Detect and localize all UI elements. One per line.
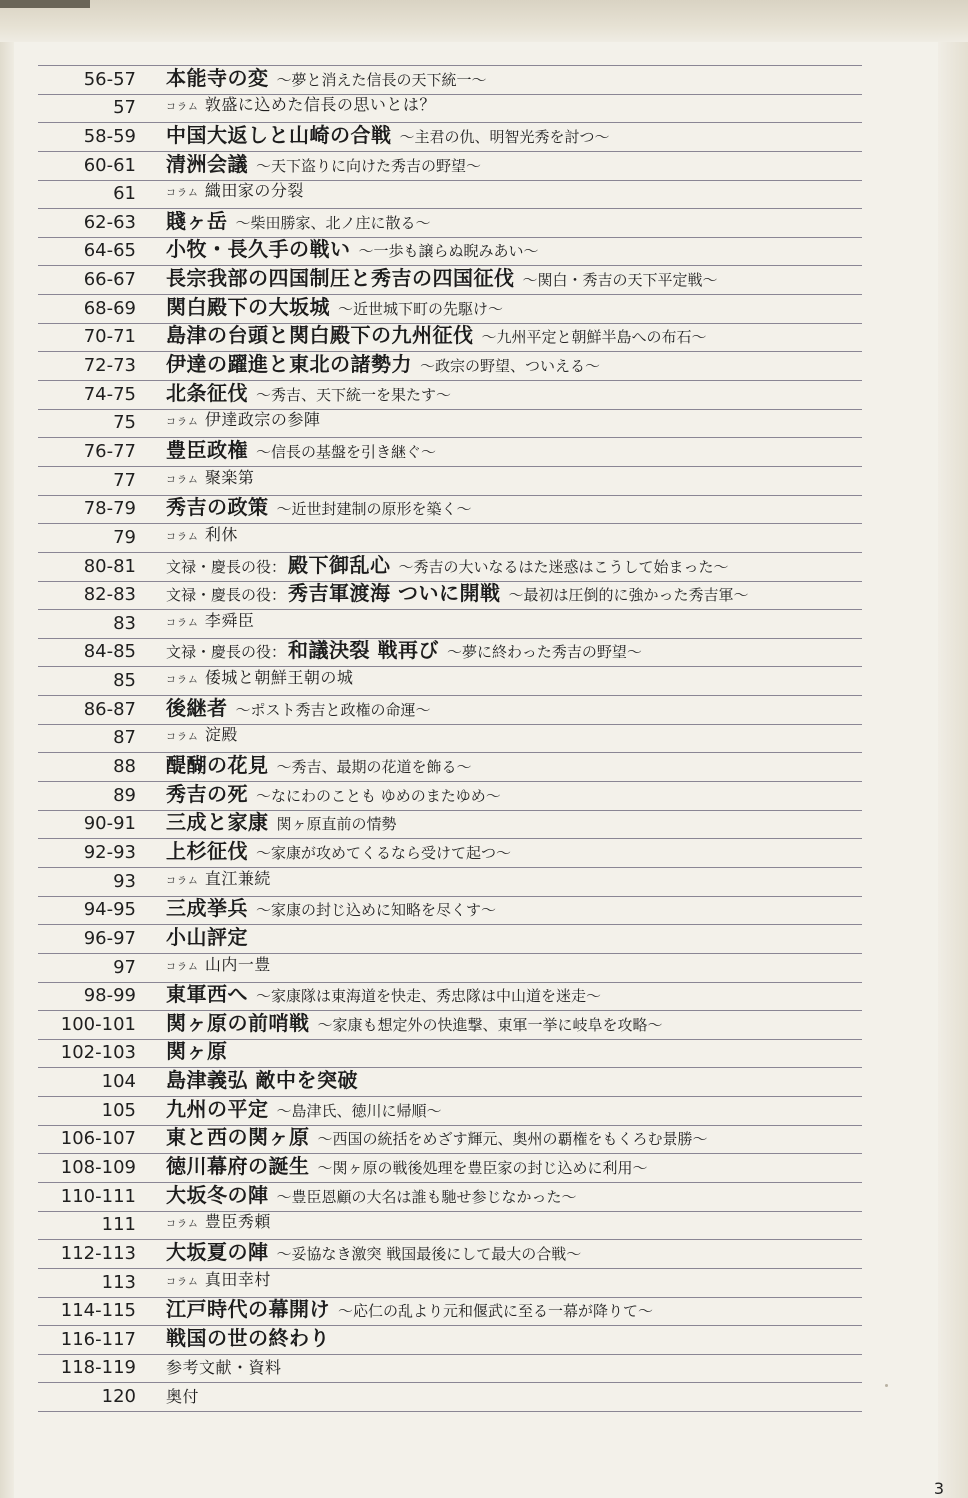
toc-row [38, 238, 862, 267]
page-right-edge [938, 42, 968, 1498]
toc-page-number: 70-71 [83, 326, 136, 348]
toc-title: 伊達の躍進と東北の諸勢力 [166, 352, 412, 377]
toc-row [38, 868, 862, 897]
toc-title: 東軍西へ [166, 982, 248, 1007]
toc-row [38, 181, 862, 210]
toc-title: 北条征伐 [166, 380, 248, 405]
toc-page-number: 85 [113, 670, 136, 692]
toc-title: 山内一豊 [204, 954, 271, 974]
toc-entry [166, 409, 320, 434]
toc-title: 島津の台頭と関白殿下の九州征伐 [166, 323, 474, 348]
toc-subtitle: ～関ヶ原の戦後処理を豊臣家の封じ込めに利用～ [317, 1158, 648, 1177]
toc-subtitle: ～豊臣恩顧の大名は誰も馳せ参じなかった～ [276, 1187, 577, 1206]
toc-row [38, 1040, 862, 1069]
toc-page-number: 106-107 [60, 1128, 136, 1150]
column-tag: コラム [166, 474, 199, 486]
toc-row [38, 152, 862, 181]
toc-title: 島津義弘 敵中を突破 [166, 1068, 358, 1093]
toc-page-number: 74-75 [83, 383, 136, 405]
toc-row [38, 266, 862, 295]
column-tag: コラム [166, 961, 199, 973]
toc-page-number: 97 [113, 956, 136, 978]
toc-row [38, 667, 862, 696]
toc-entry [166, 724, 238, 749]
toc-subtitle: ～一歩も譲らぬ睨みあい～ [358, 242, 539, 261]
toc-entry [166, 467, 254, 492]
toc-title: 三成と家康 [166, 810, 269, 835]
toc-page-number: 68-69 [83, 297, 136, 319]
toc-title: 秀吉軍渡海 ついに開戦 [288, 581, 501, 606]
page-left-edge [0, 42, 14, 1498]
toc-subtitle: ～夢と消えた信長の天下統一～ [276, 70, 487, 89]
toc-entry [166, 610, 254, 635]
toc-page-number: 92-93 [83, 841, 136, 863]
toc-title: 小牧・長久手の戦い [166, 237, 351, 262]
toc-page-number: 61 [113, 183, 136, 205]
toc-subtitle: ～ポスト秀吉と政権の命運～ [235, 700, 431, 719]
toc-subtitle: ～天下盗りに向けた秀吉の野望～ [256, 156, 482, 175]
toc-entry [166, 210, 431, 234]
toc-subtitle: ～信長の基盤を引き継ぐ～ [256, 442, 437, 461]
page-number: 3 [933, 1479, 944, 1498]
toc-title: 関ヶ原の前哨戦 [166, 1010, 310, 1035]
toc-entry [166, 754, 472, 778]
toc-entry [166, 697, 431, 721]
toc-subtitle: ～主君の仇、明智光秀を討つ～ [399, 127, 610, 146]
toc-row [38, 467, 862, 496]
toc-subtitle: ～最初は圧倒的に強かった秀吉軍～ [508, 586, 749, 605]
toc-page-number: 94-95 [83, 899, 136, 921]
toc-subtitle: ～政宗の野望、ついえる～ [420, 357, 601, 376]
toc-entry [166, 554, 729, 578]
toc-title: 秀吉の死 [166, 781, 248, 806]
toc-row [38, 725, 862, 754]
toc-page-number: 88 [113, 756, 136, 778]
toc-entry [166, 124, 610, 148]
toc-entry [166, 667, 353, 692]
toc-subtitle: ～近世城下町の先駆け～ [338, 299, 504, 318]
toc-row [38, 1183, 862, 1212]
column-tag: コラム [166, 1276, 199, 1288]
toc-subtitle: ～関白・秀吉の天下平定戦～ [522, 271, 718, 290]
toc-row [38, 295, 862, 324]
toc-title: 聚楽第 [204, 467, 255, 487]
toc-title: 関白殿下の大坂城 [166, 294, 330, 319]
toc-entry [166, 840, 511, 864]
toc-entry [166, 1327, 330, 1351]
toc-row [38, 1326, 862, 1355]
toc-entry [166, 1298, 653, 1322]
toc-page-number: 110-111 [60, 1185, 136, 1207]
toc-title: 伊達政宗の参陣 [204, 410, 321, 430]
toc-page-number: 82-83 [83, 584, 136, 606]
toc-title: 豊臣秀頼 [204, 1212, 271, 1232]
toc-row [38, 438, 862, 467]
toc-entry [166, 439, 436, 463]
toc-title: 李舜臣 [204, 610, 255, 630]
toc-title: 殿下御乱心 [288, 552, 391, 577]
toc-subtitle: 関ヶ原直前の情勢 [276, 815, 397, 834]
toc-row [38, 610, 862, 639]
toc-row [38, 496, 862, 525]
toc-title: 東と西の関ヶ原 [166, 1125, 310, 1150]
column-tag: コラム [166, 417, 199, 429]
toc-subtitle: ～秀吉の大いなるはた迷惑はこうして始まった～ [398, 557, 729, 576]
toc-page-number: 116-117 [60, 1328, 136, 1350]
toc-title: 醍醐の花見 [166, 753, 269, 778]
toc-entry [166, 180, 304, 205]
toc-entry [166, 1098, 442, 1122]
toc-title: 直江兼続 [204, 868, 271, 888]
toc-page-number: 77 [113, 469, 136, 491]
toc-row [38, 1154, 862, 1183]
toc-entry [166, 238, 539, 262]
toc-page-number: 78-79 [83, 498, 136, 520]
toc-entry [166, 1269, 271, 1294]
toc-title: 小山評定 [166, 924, 248, 949]
toc-entry [166, 1012, 663, 1036]
toc-row [38, 1383, 862, 1412]
toc-title: 秀吉の政策 [166, 495, 269, 520]
toc-title: 長宗我部の四国制圧と秀吉の四国征伐 [166, 266, 515, 291]
toc-series-prefix: 文禄・慶長の役： [166, 586, 287, 605]
column-tag: コラム [166, 188, 199, 200]
toc-subtitle: ～近世封建制の原形を築く～ [276, 500, 472, 519]
toc-subtitle: ～西国の統括をめざす輝元、奥州の覇権をもくろむ景勝～ [317, 1130, 708, 1149]
toc-entry [166, 94, 436, 119]
toc-series-prefix: 文禄・慶長の役： [166, 557, 287, 576]
toc-subtitle: ～家康も想定外の快進撃、東軍一挙に岐阜を攻略～ [317, 1015, 663, 1034]
toc-page-number: 118-119 [60, 1357, 136, 1379]
toc-title: 大坂冬の陣 [166, 1182, 269, 1207]
column-tag: コラム [166, 675, 199, 687]
toc-title: 倭城と朝鮮王朝の城 [204, 668, 354, 688]
toc-title: 利休 [204, 524, 238, 544]
toc-row [38, 1126, 862, 1155]
toc-title: 参考文献・資料 [166, 1358, 282, 1378]
toc-row [38, 1011, 862, 1040]
toc-page-number: 56-57 [83, 68, 136, 90]
toc-page-number: 98-99 [83, 985, 136, 1007]
toc-entry [166, 1184, 577, 1208]
toc-entry [166, 267, 718, 291]
toc-entry [166, 1357, 282, 1379]
toc-row [38, 352, 862, 381]
toc-row [38, 753, 862, 782]
toc-entry [166, 496, 472, 520]
toc-entry [166, 524, 238, 549]
toc-row [38, 381, 862, 410]
toc-entry [166, 954, 271, 979]
column-tag: コラム [166, 732, 199, 744]
toc-page-number: 57 [113, 97, 136, 119]
toc-row [38, 1298, 862, 1327]
toc-page-number: 108-109 [60, 1156, 136, 1178]
toc-entry [166, 926, 248, 950]
column-tag: コラム [166, 102, 199, 114]
toc-subtitle: ～なにわのことも ゆめのまたゆめ～ [256, 786, 501, 805]
toc-row [38, 639, 862, 668]
toc-title: 真田幸村 [204, 1269, 271, 1289]
toc-title: 豊臣政権 [166, 437, 248, 462]
toc-entry [166, 897, 496, 921]
toc-entry [166, 153, 481, 177]
toc-page-number: 83 [113, 612, 136, 634]
toc-row [38, 839, 862, 868]
toc-entry [166, 582, 749, 606]
toc-subtitle: ～家康の封じ込めに知略を尽くす～ [256, 901, 497, 920]
column-tag: コラム [166, 617, 199, 629]
toc-page-number: 90-91 [83, 813, 136, 835]
toc-entry [166, 1040, 228, 1064]
toc-row [38, 553, 862, 582]
toc-row [38, 324, 862, 353]
toc-subtitle: ～秀吉、天下統一を果たす～ [256, 385, 452, 404]
column-tag: コラム [166, 1219, 199, 1231]
toc-entry [166, 382, 451, 406]
toc-subtitle: ～九州平定と朝鮮半島への布石～ [481, 328, 707, 347]
page-top-edge [0, 0, 968, 42]
toc-title: 淀殿 [204, 725, 238, 745]
toc-row [38, 1097, 862, 1126]
toc-title: 和議決裂 戦再び [288, 638, 439, 663]
toc-title: 敦盛に込めた信長の思いとは？ [204, 95, 436, 115]
toc-row [38, 1212, 862, 1241]
toc-entry [166, 811, 397, 835]
toc-page-number: 87 [113, 727, 136, 749]
column-tag: コラム [166, 875, 199, 887]
toc-title: 九州の平定 [166, 1096, 269, 1121]
toc-title: 清洲会議 [166, 151, 248, 176]
toc-subtitle: ～柴田勝家、北ノ庄に散る～ [235, 213, 431, 232]
toc-page-number: 66-67 [83, 269, 136, 291]
toc-subtitle: ～妥協なき激突 戦国最後にして最大の合戦～ [276, 1244, 582, 1263]
toc-entry [166, 1211, 271, 1236]
toc-title: 三成挙兵 [166, 896, 248, 921]
toc-row [38, 1240, 862, 1269]
toc-page-number: 93 [113, 870, 136, 892]
toc-entry [166, 1241, 581, 1265]
toc-page-number: 105 [101, 1099, 136, 1121]
toc-row [38, 983, 862, 1012]
toc-row [38, 897, 862, 926]
toc-subtitle: ～夢に終わった秀吉の野望～ [446, 643, 642, 662]
toc-entry [166, 1126, 708, 1150]
toc-page-number: 58-59 [83, 125, 136, 147]
toc-row [38, 1355, 862, 1384]
toc-entry [166, 868, 271, 893]
toc-row [38, 954, 862, 983]
toc-page-number: 72-73 [83, 355, 136, 377]
toc-page-number: 79 [113, 526, 136, 548]
toc-page-number: 113 [101, 1271, 136, 1293]
toc-subtitle: ～島津氏、徳川に帰順～ [276, 1101, 442, 1120]
toc-row [38, 123, 862, 152]
toc-title: 織田家の分裂 [204, 181, 304, 201]
toc-page-number: 76-77 [83, 440, 136, 462]
paper-speck [885, 1384, 888, 1387]
column-tag: コラム [166, 531, 199, 543]
toc-entry [166, 1069, 358, 1093]
toc-row [38, 1269, 862, 1298]
toc-page-number: 104 [101, 1071, 136, 1093]
toc-row [38, 1068, 862, 1097]
toc-entry [166, 67, 487, 91]
toc-title: 上杉征伐 [166, 838, 248, 863]
toc-entry [166, 1155, 648, 1179]
toc-page-number: 84-85 [83, 641, 136, 663]
toc-page-number: 75 [113, 412, 136, 434]
toc-page-number: 114-115 [60, 1300, 136, 1322]
toc-row [38, 66, 862, 95]
toc-entry [166, 324, 707, 348]
toc-title: 大坂夏の陣 [166, 1239, 269, 1264]
toc-page-number: 89 [113, 784, 136, 806]
toc-row [38, 209, 862, 238]
toc-row [38, 925, 862, 954]
toc-subtitle: ～家康隊は東海道を快走、秀忠隊は中山道を迷走～ [256, 987, 602, 1006]
toc-page-number: 64-65 [83, 240, 136, 262]
toc-page-number: 60-61 [83, 154, 136, 176]
toc-page-number: 102-103 [60, 1042, 136, 1064]
scan-corner-shadow [0, 0, 90, 8]
toc-page-number: 111 [101, 1214, 136, 1236]
toc-page-number: 112-113 [60, 1242, 136, 1264]
toc-row [38, 582, 862, 611]
toc-series-prefix: 文禄・慶長の役： [166, 643, 287, 662]
toc-page-number: 86-87 [83, 698, 136, 720]
toc-title: 関ヶ原 [166, 1039, 228, 1064]
toc-entry [166, 783, 501, 807]
toc-row [38, 410, 862, 439]
toc-subtitle: ～家康が攻めてくるなら受けて起つ～ [256, 843, 512, 862]
toc-title: 賤ヶ岳 [166, 208, 228, 233]
toc-page-number: 120 [101, 1386, 136, 1408]
toc-row [38, 696, 862, 725]
toc-subtitle: ～応仁の乱より元和偃武に至る一幕が降りて～ [338, 1302, 654, 1321]
table-of-contents [38, 65, 862, 1412]
toc-row [38, 811, 862, 840]
toc-entry [166, 353, 600, 377]
toc-row [38, 524, 862, 553]
toc-title: 戦国の世の終わり [166, 1325, 330, 1350]
toc-subtitle: ～秀吉、最期の花道を飾る～ [276, 758, 472, 777]
toc-page-number: 96-97 [83, 927, 136, 949]
toc-title: 中国大返しと山崎の合戦 [166, 122, 392, 147]
toc-title: 徳川幕府の誕生 [166, 1153, 310, 1178]
toc-page-number: 100-101 [60, 1013, 136, 1035]
toc-page-number: 62-63 [83, 211, 136, 233]
toc-title: 江戸時代の幕開け [166, 1297, 330, 1322]
toc-entry [166, 983, 601, 1007]
toc-entry [166, 1386, 199, 1408]
toc-title: 本能寺の変 [166, 65, 269, 90]
toc-entry [166, 639, 642, 663]
toc-row [38, 95, 862, 124]
toc-entry [166, 296, 503, 320]
toc-page-number: 80-81 [83, 555, 136, 577]
toc-title: 奥付 [166, 1387, 200, 1407]
toc-title: 後継者 [166, 695, 228, 720]
toc-row [38, 782, 862, 811]
